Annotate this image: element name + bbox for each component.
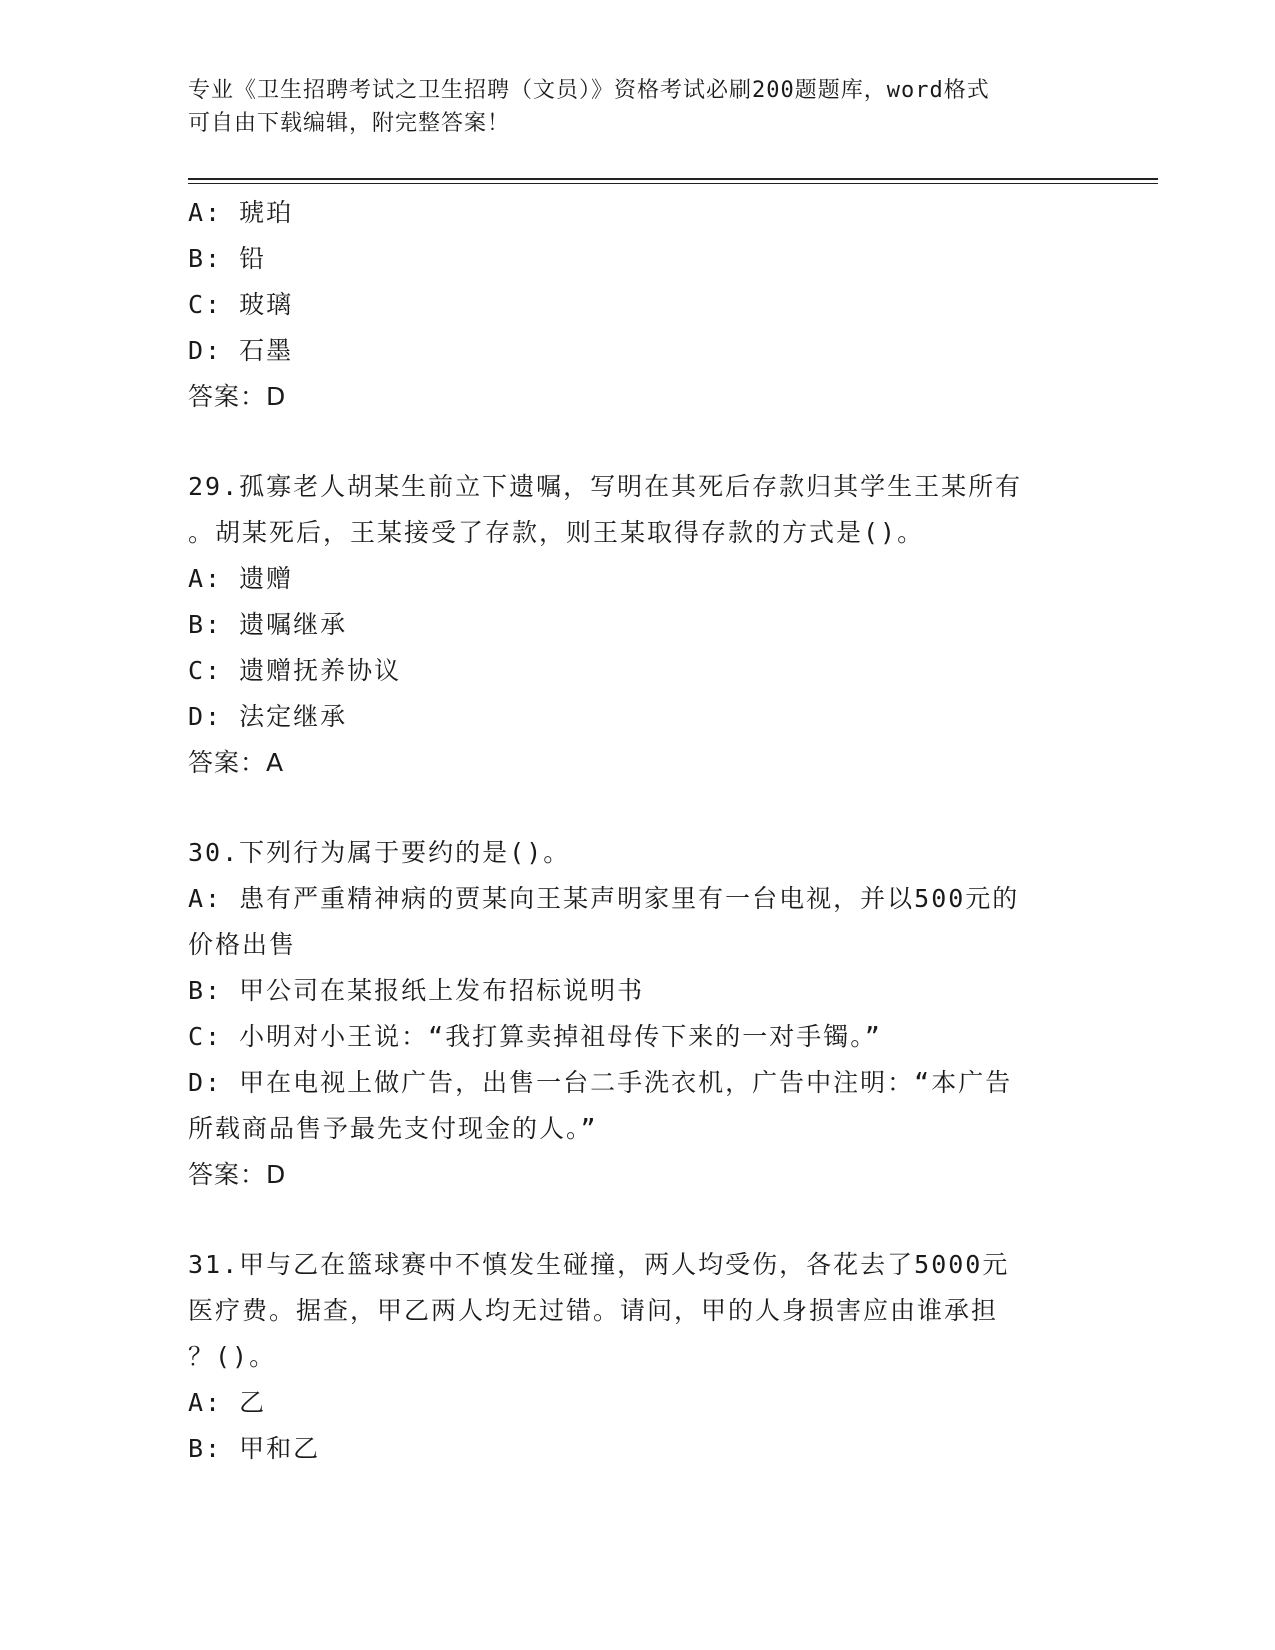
header-line-1: 专业《卫生招聘考试之卫生招聘（文员）》资格考试必刷200题题库，word格式 [188, 78, 990, 103]
option-b: B: 甲和乙 [188, 1434, 321, 1463]
question-30 [188, 830, 1088, 1198]
question-28 [188, 190, 1088, 420]
option-c: C: 小明对小王说：“我打算卖掉祖母传下来的一对手镯。” [188, 1022, 882, 1051]
page-header [188, 74, 1088, 140]
answer: 答案：A [188, 748, 285, 777]
answer: 答案：D [188, 382, 287, 411]
option-a-continued: 价格出售 [188, 930, 297, 959]
header-line-2: 可自由下载编辑，附完整答案！ [188, 111, 511, 136]
option-b: B: 甲公司在某报纸上发布招标说明书 [188, 976, 645, 1005]
question-31 [188, 1242, 1088, 1472]
question-text: 。胡某死后，王某接受了存款，则王某取得存款的方式是()。 [188, 518, 925, 547]
question-text: 31.甲与乙在篮球赛中不慎发生碰撞，两人均受伤，各花去了5000元 [188, 1250, 1010, 1279]
question-29 [188, 464, 1088, 786]
answer: 答案：D [188, 1160, 287, 1189]
option-a: A: 琥珀 [188, 198, 294, 227]
option-a: A: 乙 [188, 1388, 267, 1417]
question-text: 29.孤寡老人胡某生前立下遗嘱，写明在其死后存款归其学生王某所有 [188, 472, 1023, 501]
question-text: ？()。 [188, 1342, 277, 1371]
question-list [188, 190, 1088, 1472]
option-a: A: 患有严重精神病的贾某向王某声明家里有一台电视，并以500元的 [188, 884, 1020, 913]
header-divider [188, 178, 1158, 184]
option-a: A: 遗赠 [188, 564, 294, 593]
option-d-continued: 所载商品售予最先支付现金的人。” [188, 1114, 598, 1143]
option-d: D: 法定继承 [188, 702, 348, 731]
option-d: D: 甲在电视上做广告，出售一台二手洗衣机，广告中注明：“本广告 [188, 1068, 1013, 1097]
option-c: C: 玻璃 [188, 290, 294, 319]
option-d: D: 石墨 [188, 336, 294, 365]
question-text: 30.下列行为属于要约的是()。 [188, 838, 571, 867]
option-b: B: 铅 [188, 244, 267, 273]
question-text: 医疗费。据查，甲乙两人均无过错。请问，甲的人身损害应由谁承担 [188, 1296, 999, 1325]
option-b: B: 遗嘱继承 [188, 610, 348, 639]
option-c: C: 遗赠抚养协议 [188, 656, 402, 685]
